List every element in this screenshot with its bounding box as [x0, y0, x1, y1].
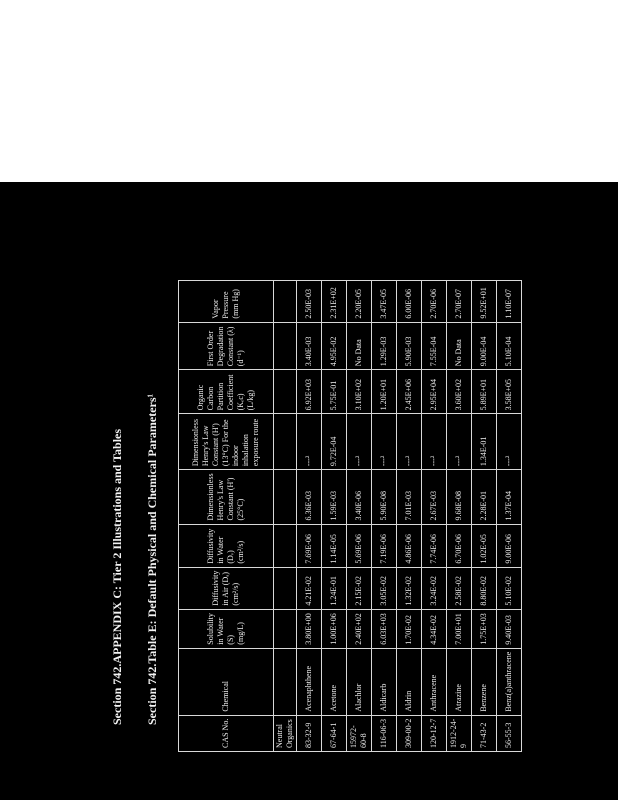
- data-cell: 5.90E-08: [372, 470, 397, 524]
- data-cell: ---²: [497, 414, 522, 470]
- data-cell: 1.10E-07: [497, 281, 522, 323]
- table-row: [372, 281, 397, 752]
- data-cell: 3.24E-02: [422, 567, 447, 609]
- data-cell: 1.29E-03: [372, 322, 397, 370]
- data-cell: Benz(a)anthracene: [497, 648, 522, 715]
- table-subheader-row: [274, 281, 297, 752]
- data-cell: 7.19E-06: [372, 524, 397, 567]
- data-cell: 6.03E+03: [372, 609, 397, 648]
- data-cell: 3.60E+02: [447, 370, 472, 414]
- data-cell: Alachlor: [347, 648, 372, 715]
- data-cell: 7.01E-03: [397, 470, 422, 524]
- data-cell: 3.40E-03: [297, 322, 322, 370]
- data-cell: 1.75E+03: [472, 609, 497, 648]
- data-cell: 5.69E-06: [347, 524, 372, 567]
- subheader-cell: [274, 524, 297, 567]
- data-cell: ---²: [397, 414, 422, 470]
- data-cell: 7.69E-06: [297, 524, 322, 567]
- data-cell: 1.32E-02: [397, 567, 422, 609]
- data-cell: 116-06-3: [372, 715, 397, 751]
- data-cell: 8.80E-02: [472, 567, 497, 609]
- data-cell: 2.67E-03: [422, 470, 447, 524]
- data-cell: 1.02E-05: [472, 524, 497, 567]
- subheader-cell: Neutral Organics: [274, 715, 297, 751]
- data-cell: 83-32-9: [297, 715, 322, 751]
- table-row: [297, 281, 322, 752]
- header-cell: CAS No.: [179, 715, 274, 751]
- data-cell: 4.21E-02: [297, 567, 322, 609]
- data-cell: 3.47E-05: [372, 281, 397, 323]
- table-row: [497, 281, 522, 752]
- subheader-cell: [274, 281, 297, 323]
- data-cell: 9.40E-03: [497, 609, 522, 648]
- data-cell: 1.37E-04: [497, 470, 522, 524]
- data-cell: 4.34E-02: [422, 609, 447, 648]
- data-cell: 9.72E-04: [322, 414, 347, 470]
- data-cell: 2.20E-05: [347, 281, 372, 323]
- data-cell: 56-55-3: [497, 715, 522, 751]
- table-header-row: [179, 281, 274, 752]
- data-cell: 71-43-2: [472, 715, 497, 751]
- table-row: [447, 281, 472, 752]
- data-cell: 2.95E+04: [422, 370, 447, 414]
- data-cell: 15972-60-8: [347, 715, 372, 751]
- data-cell: 1.70E-02: [397, 609, 422, 648]
- header-cell: Dimensionless Henry's Law Constant (H') (25°C): [179, 470, 274, 524]
- subheader-cell: [274, 470, 297, 524]
- data-cell: 2.70E-07: [447, 281, 472, 323]
- data-cell: 2.58E-02: [447, 567, 472, 609]
- rotated-page-content: [100, 280, 618, 800]
- data-cell: 3.58E+05: [497, 370, 522, 414]
- header-cell: Solubility in Water (S) (mg/L): [179, 609, 274, 648]
- data-cell: 5.89E+01: [472, 370, 497, 414]
- data-cell: 6.92E+03: [297, 370, 322, 414]
- data-cell: 5.10E-02: [497, 567, 522, 609]
- subheader-cell: [274, 648, 297, 715]
- subheader-cell: [274, 370, 297, 414]
- section-title: Section 742.APPENDIX C: Tier 2 Illustrations and Tables: [110, 428, 124, 725]
- scanned-page: [0, 182, 618, 800]
- data-cell: Acetone: [322, 648, 347, 715]
- data-cell: 2.15E-02: [347, 567, 372, 609]
- data-cell: Atrazine: [447, 648, 472, 715]
- data-cell: 4.86E-06: [397, 524, 422, 567]
- data-cell: Aldicarb: [372, 648, 397, 715]
- parameters-table: [178, 280, 522, 752]
- data-cell: 1.59E-03: [322, 470, 347, 524]
- data-cell: 6.70E-06: [447, 524, 472, 567]
- data-cell: 9.00E-06: [497, 524, 522, 567]
- data-cell: ---²: [297, 414, 322, 470]
- data-cell: 1912-24-9: [447, 715, 472, 751]
- table-row: [322, 281, 347, 752]
- data-cell: 3.80E+00: [297, 609, 322, 648]
- table-row: [472, 281, 497, 752]
- data-cell: 2.70E-06: [422, 281, 447, 323]
- data-cell: 9.68E-08: [447, 470, 472, 524]
- data-cell: ---²: [422, 414, 447, 470]
- data-cell: 3.10E+02: [347, 370, 372, 414]
- data-cell: 2.40E+02: [347, 609, 372, 648]
- subheader-cell: [274, 414, 297, 470]
- data-cell: No Data: [447, 322, 472, 370]
- data-cell: Benzene: [472, 648, 497, 715]
- data-cell: 2.45E+06: [397, 370, 422, 414]
- data-cell: 9.52E+01: [472, 281, 497, 323]
- header-cell: Vapor Pressure (mm Hg): [179, 281, 274, 323]
- table-row: [422, 281, 447, 752]
- subheader-cell: [274, 609, 297, 648]
- data-cell: 7.55E-04: [422, 322, 447, 370]
- data-cell: 5.75E-01: [322, 370, 347, 414]
- data-cell: ---²: [372, 414, 397, 470]
- header-cell: Chemical: [179, 648, 274, 715]
- header-cell: Diffusivity in Water (Dᵥ) (cm²/s): [179, 524, 274, 567]
- table-row: [397, 281, 422, 752]
- data-cell: 309-00-2: [397, 715, 422, 751]
- data-cell: 4.95E-02: [322, 322, 347, 370]
- data-cell: No Data: [347, 322, 372, 370]
- header-cell: Organic Carbon Partition Coefficient (Kₒc) (L/kg): [179, 370, 274, 414]
- header-cell: Dimensionless Henry's Law Constant (H') (13°C) For the indoor inhalation exposure route: [179, 414, 274, 470]
- data-cell: ---²: [347, 414, 372, 470]
- data-cell: 1.20E+01: [372, 370, 397, 414]
- data-cell: Acenaphthene: [297, 648, 322, 715]
- data-cell: 67-64-1: [322, 715, 347, 751]
- subheader-cell: [274, 567, 297, 609]
- header-cell: First Order Degradation Constant (λ) (d⁻¹): [179, 322, 274, 370]
- page-margin: [0, 0, 618, 182]
- data-cell: 5.90E-03: [397, 322, 422, 370]
- data-cell: 3.40E-06: [347, 470, 372, 524]
- data-cell: ---²: [447, 414, 472, 470]
- data-cell: 2.50E-03: [297, 281, 322, 323]
- data-cell: 1.00E+06: [322, 609, 347, 648]
- data-cell: 1.14E-05: [322, 524, 347, 567]
- header-cell: Diffusivity in Air (Dₐ) (cm²/s): [179, 567, 274, 609]
- data-cell: Aldrin: [397, 648, 422, 715]
- data-cell: 3.05E-02: [372, 567, 397, 609]
- data-cell: 120-12-7: [422, 715, 447, 751]
- table-title: Section 742.Table E: Default Physical and Chemical Parameters¹: [145, 393, 159, 725]
- table-row: [347, 281, 372, 752]
- data-cell: 6.00E-06: [397, 281, 422, 323]
- data-cell: 9.00E-04: [472, 322, 497, 370]
- data-cell: 2.31E+02: [322, 281, 347, 323]
- data-cell: 1.34E-01: [472, 414, 497, 470]
- data-cell: Anthracene: [422, 648, 447, 715]
- data-cell: 2.28E-01: [472, 470, 497, 524]
- data-cell: 7.74E-06: [422, 524, 447, 567]
- data-cell: 7.00E+01: [447, 609, 472, 648]
- data-cell: 5.10E-04: [497, 322, 522, 370]
- subheader-cell: [274, 322, 297, 370]
- data-cell: 6.36E-03: [297, 470, 322, 524]
- data-cell: 1.24E-01: [322, 567, 347, 609]
